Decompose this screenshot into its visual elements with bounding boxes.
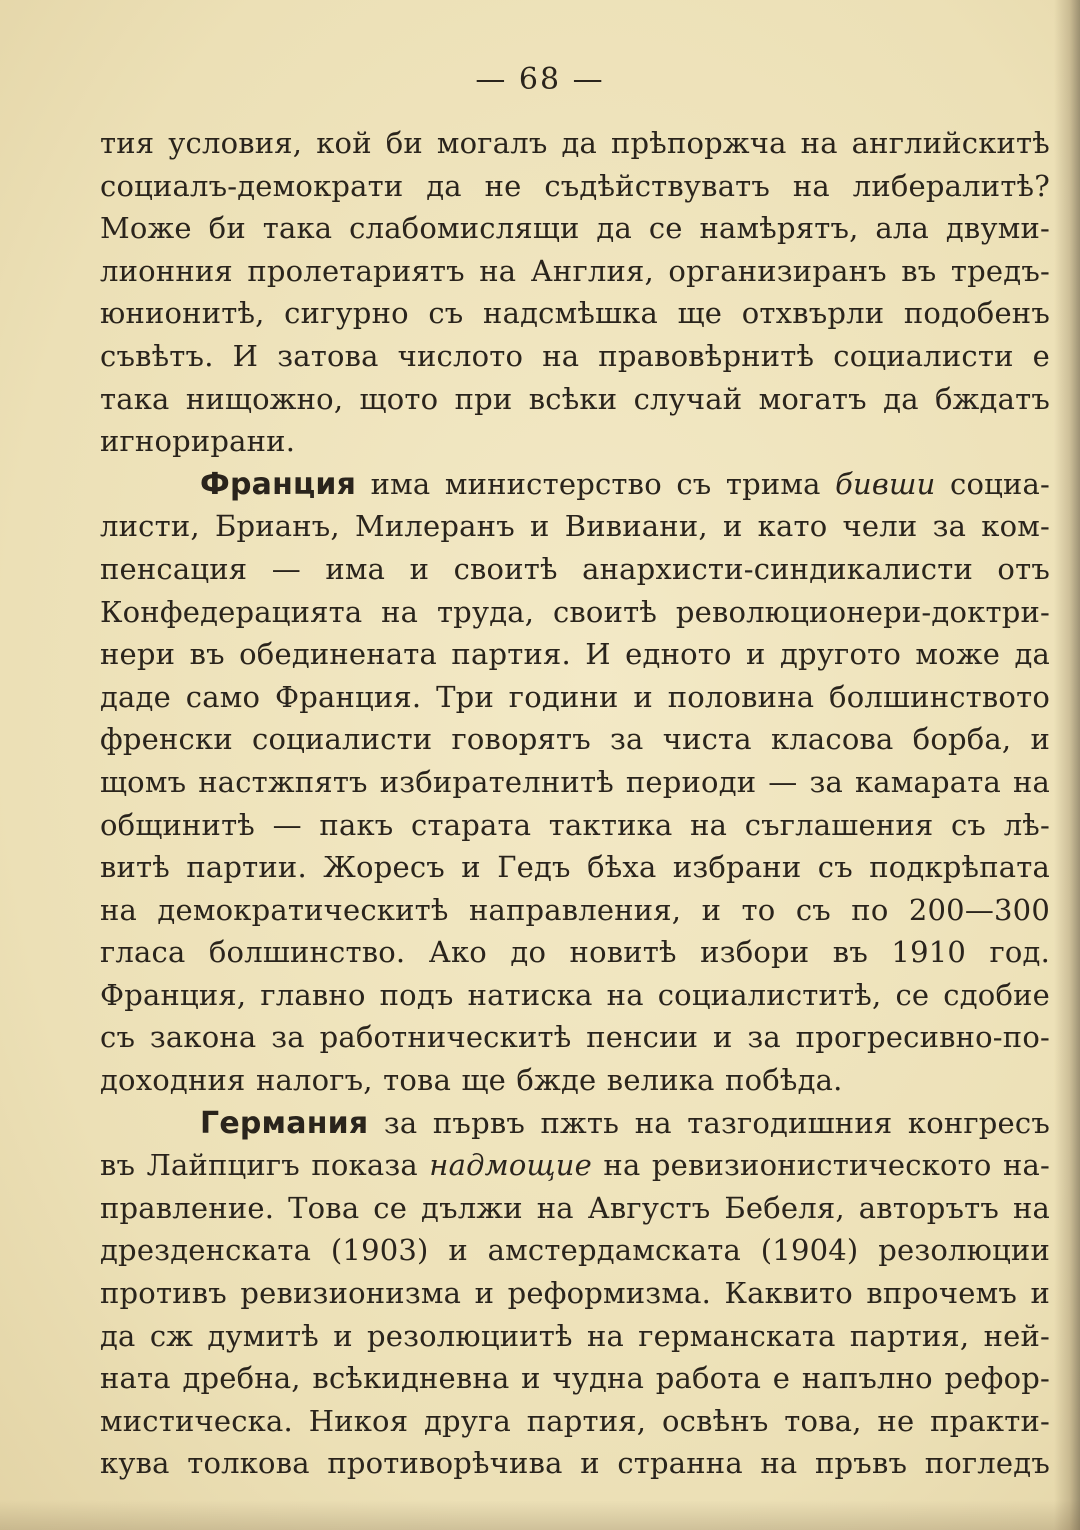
page-edge-shadow bbox=[1054, 0, 1080, 1530]
text-line: мистическа. Никоя друга партия, освѣнъ това, не практи- bbox=[100, 1403, 1050, 1438]
text-line: да сж думитѣ и резолюциитѣ на германската партия, ней- bbox=[100, 1318, 1050, 1353]
text-line: даде само Франция. Три години и половина болшинството bbox=[100, 679, 1050, 714]
text-line: лионния пролетариятъ на Англия, организиранъ въ тредъ- bbox=[100, 253, 1050, 288]
text-line: френски социалисти говорятъ за чиста класова борба, и bbox=[100, 722, 1050, 757]
text-line: така нищожно, щото при всѣки случай могатъ да бждатъ bbox=[100, 381, 1050, 416]
text-line: нери въ обединената партия. И едното и другото може да bbox=[100, 637, 1050, 672]
text-line: витѣ партии. Жоресъ и Гедъ бѣха избрани съ подкрѣпата bbox=[100, 850, 1050, 885]
text-line: Франция, главно подъ натиска на социалиститѣ, се сдобие bbox=[100, 977, 1050, 1012]
text-line: пенсация — има и своитѣ анархисти-синдикалисти отъ bbox=[100, 551, 1050, 586]
text-line: общинитѣ — пакъ старата тактика на съглашения съ лѣ- bbox=[100, 807, 1050, 842]
text-line: доходния налогъ, това ще бжде велика побѣда. bbox=[100, 1063, 843, 1098]
text-line: Може би така слабомислящи да се намѣрятъ, ала двуми- bbox=[100, 211, 1050, 246]
paragraph-start-line: Германия за първъ пжть на тазгодишния конгресъ bbox=[200, 1105, 1050, 1141]
text-line: социалъ-демократи да не съдѣйствуватъ на либералитѣ? bbox=[100, 168, 1050, 203]
text-line: юнионитѣ, сигурно съ надсмѣшка ще отхвърли подобенъ bbox=[100, 296, 1050, 331]
text-line: съ закона за работническитѣ пенсии и за прогресивно-по- bbox=[100, 1020, 1050, 1055]
text-line: дрезденската (1903) и амстердамската (1904) резолюции bbox=[100, 1233, 1050, 1268]
text-line: кува толкова противорѣчива и странна на пръвъ погледъ bbox=[100, 1446, 1050, 1481]
text-line: тия условия, кой би могалъ да прѣпоржча на английскитѣ bbox=[100, 126, 1050, 160]
italic-emphasis: надмощие bbox=[429, 1148, 593, 1183]
body-text bbox=[100, 122, 1050, 1485]
text-line: съвѣтъ. И затова числото на правовѣрнитѣ социалисти е bbox=[100, 338, 1050, 373]
section-heading-germany: Германия bbox=[200, 1105, 369, 1141]
text-line: листи, Брианъ, Милеранъ и Вивиани, и като чели за ком- bbox=[100, 509, 1050, 544]
page-number: — 68 — bbox=[475, 62, 605, 97]
text-line: правление. Това се дължи на Августъ Бебеля, авторътъ на bbox=[100, 1190, 1050, 1225]
text-line: въ Лайпцигъ показа надмощие на ревизионистическото на- bbox=[100, 1148, 1050, 1183]
text-line: щомъ настжпятъ избирателнитѣ периоди — за камарата на bbox=[100, 764, 1050, 799]
text-line: Конфедерацията на труда, своитѣ революционери-доктри- bbox=[100, 594, 1050, 629]
section-heading-france: Франция bbox=[200, 466, 357, 502]
italic-emphasis: бивши bbox=[835, 466, 936, 501]
paragraph-start-line: Франция има министерство съ трима бивши социа- bbox=[200, 466, 1050, 502]
text-line: игнорирани. bbox=[100, 424, 296, 459]
text-line: ната дребна, всѣкидневна и чудна работа е напълно рефор- bbox=[100, 1361, 1050, 1396]
page-bottom-shadow bbox=[0, 1500, 1080, 1530]
text-line: противъ ревизионизма и реформизма. Каквито впрочемъ и bbox=[100, 1276, 1050, 1311]
text-line: гласа болшинство. Ако до новитѣ избори въ 1910 год. bbox=[100, 935, 1050, 970]
text-line: на демократическитѣ направления, и то съ по 200—300 bbox=[100, 892, 1050, 927]
